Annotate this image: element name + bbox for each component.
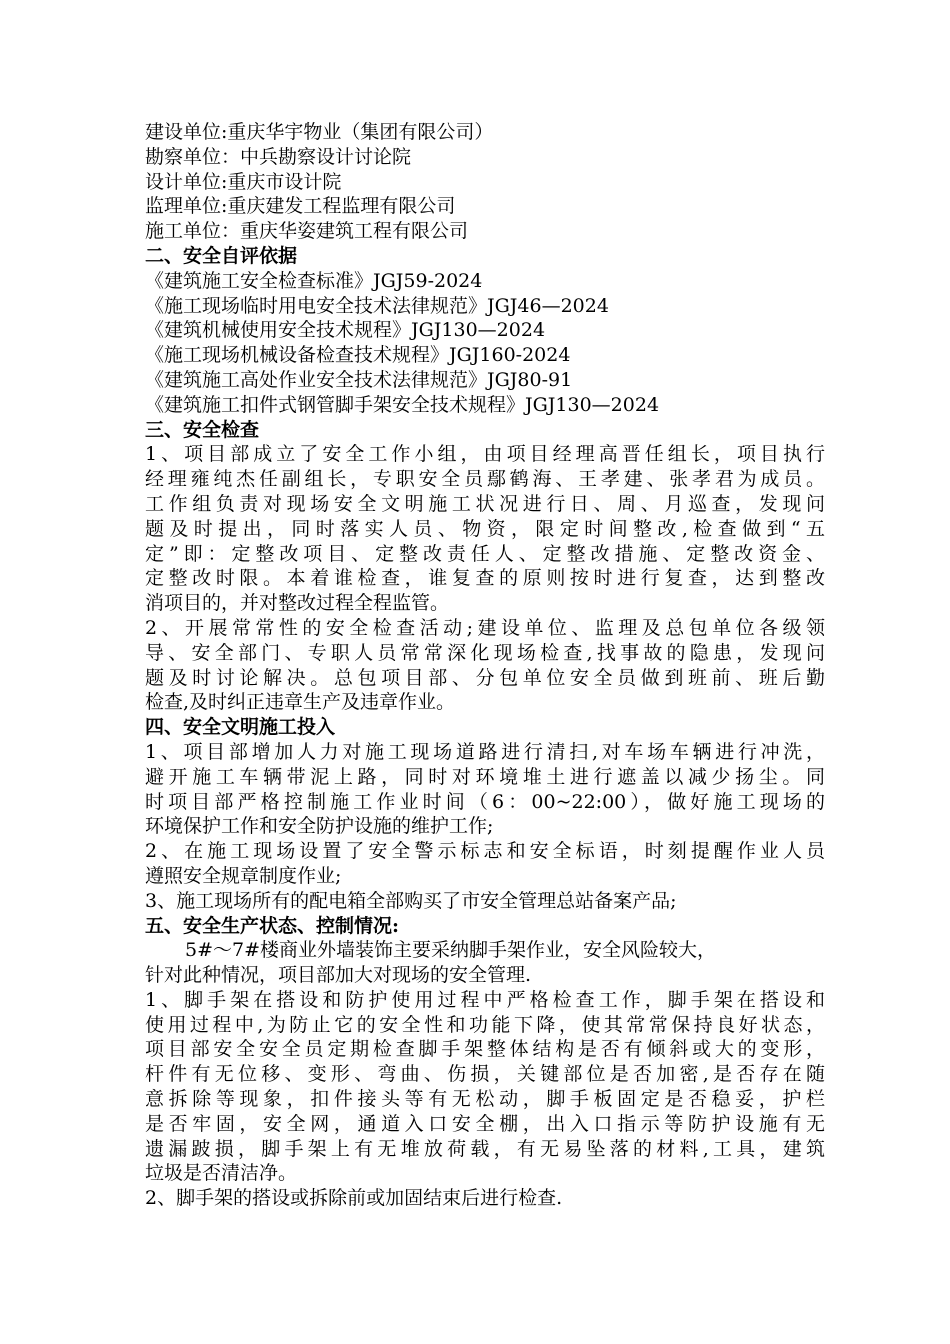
text-line: 遵照安全规章制度作业; — [145, 864, 342, 887]
text-line: 1、项目部成立了安全工作小组，由项目经理高晋任组长，项目执行 — [145, 443, 825, 466]
text-line: 遗漏跛损，脚手架上有无堆放荷载，有无易坠落的材料,工具，建筑 — [145, 1137, 825, 1160]
section-civilized-construction-investment — [145, 715, 825, 913]
standard-item: 《建筑施工安全检查标准》JGJ59-2024 — [145, 269, 483, 292]
text-line: 5#～7#楼商业外墙装饰主要采纳脚手架作业，安全风险较大， — [185, 939, 717, 962]
standard-item: 《建筑施工高处作业安全技术法律规范》JGJ80-91 — [145, 368, 573, 391]
paragraph — [145, 1186, 825, 1211]
standard-item: 《施工现场临时用电安全技术法律规范》JGJ46—2024 — [145, 294, 609, 317]
text-line: 时项目部严格控制施工作业时间（6：00~22:00），做好施工现场的 — [145, 790, 825, 813]
section-heading: 五、安全生产状态、控制情况: — [145, 914, 400, 937]
contractor-unit: 施工单位：重庆华姿建筑工程有限公司 — [145, 220, 469, 243]
text-line: 1、项目部增加人力对施工现场道路进行清扫,对车场车辆进行冲洗， — [145, 740, 825, 763]
text-line: 定整改时限。本着谁检查，谁复查的原则按时进行复查，达到整改 — [145, 567, 825, 590]
paragraph — [145, 889, 825, 914]
section-heading: 三、安全检查 — [145, 418, 260, 441]
paragraph — [145, 988, 825, 1186]
text-line: 使用过程中,为防止它的安全性和功能下降，使其常常保持良好状态， — [145, 1013, 825, 1036]
text-line: 3、施工现场所有的配电箱全部购买了市安全管理总站备案产品; — [145, 889, 677, 912]
text-line: 项目部安全安全员定期检查脚手架整体结构是否有倾斜或大的变形， — [145, 1038, 825, 1061]
section-heading: 四、安全文明施工投入 — [145, 716, 336, 739]
design-unit: 设计单位:重庆市设计院 — [145, 170, 342, 193]
document-body — [145, 120, 825, 1211]
text-line: 是否牢固，安全网，通道入口安全棚，出入口指示等防护设施有无 — [145, 1112, 825, 1135]
text-line: 2、脚手架的搭设或拆除前或加固结束后进行检查. — [145, 1187, 563, 1210]
section-heading: 二、安全自评依据 — [145, 244, 298, 267]
text-line: 垃圾是否清洁净。 — [145, 1162, 298, 1185]
text-line: 2、开展常常性的安全检查活动;建设单位、监理及总包单位各级领 — [145, 616, 825, 639]
text-line: 1、脚手架在搭设和防护使用过程中严格检查工作，脚手架在搭设和 — [145, 988, 825, 1011]
supervision-unit: 监理单位:重庆建发工程监理有限公司 — [145, 195, 456, 218]
text-line: 2、在施工现场设置了安全警示标志和安全标语，时刻提醒作业人员 — [145, 840, 825, 863]
section-safety-inspection — [145, 418, 825, 716]
section-production-status-control — [145, 914, 825, 1212]
paragraph — [145, 938, 825, 988]
construction-unit: 建设单位:重庆华宇物业（集团有限公司） — [145, 121, 494, 143]
text-line: 导、安全部门、专职人员常常深化现场检查,找事故的隐患，发现问 — [145, 641, 825, 664]
text-line: 题及时提出，同时落实人员、物资，限定时间整改,检查做到“五 — [145, 517, 825, 540]
text-line: 经理雍纯杰任副组长，专职安全员鄢鹤海、王孝建、张孝君为成员。 — [145, 468, 825, 491]
text-line: 避开施工车辆带泥上路，同时对环境堆土进行遮盖以减少扬尘。同 — [145, 765, 825, 788]
project-units — [145, 120, 825, 244]
text-line: 题及时讨论解决。总包项目部、分包单位安全员做到班前、班后勤 — [145, 666, 825, 689]
text-line: 定”即：定整改项目、定整改责任人、定整改措施、定整改资金、 — [145, 542, 825, 565]
survey-unit: 勘察单位：中兵勘察设计讨论院 — [145, 145, 412, 168]
paragraph — [145, 839, 825, 889]
standard-item: 《建筑机械使用安全技术规程》JGJ130—2024 — [145, 319, 546, 342]
text-line: 针对此种情况，项目部加大对现场的安全管理. — [145, 964, 532, 987]
paragraph — [145, 442, 825, 616]
text-line: 杆件有无位移、变形、弯曲、伤损，关键部位是否加密,是否存在随 — [145, 1063, 825, 1086]
standard-item: 《建筑施工扣件式钢管脚手架安全技术规程》JGJ130—2024 — [145, 393, 660, 416]
text-line: 工作组负责对现场安全文明施工状况进行日、周、月巡查，发现问 — [145, 492, 825, 515]
text-line: 环境保护工作和安全防护设施的维护工作; — [145, 815, 494, 838]
text-line: 消项目的，并对整改过程全程监管。 — [145, 592, 450, 615]
paragraph — [145, 616, 825, 715]
paragraph — [145, 740, 825, 839]
section-self-evaluation-basis — [145, 244, 825, 418]
standard-item: 《施工现场机械设备检查技术规程》JGJ160-2024 — [145, 344, 571, 367]
text-line: 意拆除等现象，扣件接头等有无松动，脚手板固定是否稳妥，护栏 — [145, 1088, 825, 1111]
text-line: 检查,及时纠正违章生产及违章作业。 — [145, 691, 456, 714]
